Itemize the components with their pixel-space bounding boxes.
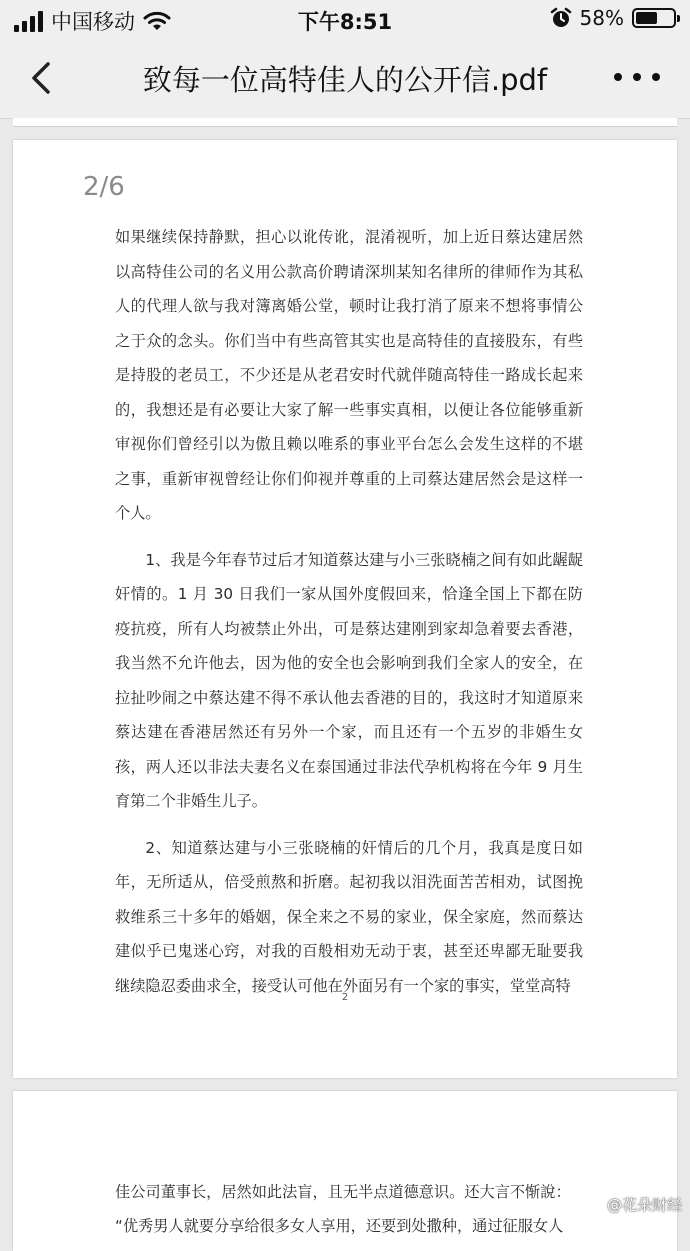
battery-level-fill: [636, 12, 657, 24]
pdf-page-3[interactable]: [13, 1091, 677, 1251]
watermark-text: @花朵财经: [606, 1196, 682, 1214]
next-page-line: 佳公司董事长，居然如此法盲，且无半点道德意识。还大言不惭說：: [115, 1183, 571, 1201]
paragraph-1: 1、我是今年春节过后才知道蔡达建与小三张晓楠之间有如此龌龊奸情的。1 月 30 日我们一家从国外度假回来，恰逢全国上下都在防疫抗疫，所有人均被禁止外出，可是蔡达建刚到家却急着要去香港，我当然不允许他去，因为他的安全也会影响到我们全家人的安全，在拉扯吵闹之中蔡达建不得不承认他去香港的目的，我这时才知道原来蔡达建在香港居然还有另外一个家，而且还有一个五岁的非婚生女孩，两人还以非法夫妻名义在泰国通过非法代孕机构将在今年 9 月生育第二个非婚生儿子。: [115, 550, 583, 810]
paragraph-intro: 如果继续保持静默，担心以讹传讹，混淆视听，加上近日蔡达建居然以高特佳公司的名义用公款高价聘请深圳某知名律所的律师作为其私人的代理人欲与我对簿离婚公堂，顿时让我打消了原来不想将事情公之于众的念头。你们当中有些高管其实也是高特佳的直接股东，有些是持股的老员工，不少还是从老君安时代就伴随高特佳一路成长起来的，我想还是有必要让大家了解一些事实真相，以便让各位能够重新审视你们曾经引以为傲且赖以唯系的事业平台怎么会发生这样的不堪之事，重新审视曾经让你们仰视并尊重的上司蔡达建居然会是这样一个人。: [115, 228, 583, 522]
previous-page-edge: [13, 118, 677, 127]
page-body-next: [115, 1175, 595, 1243]
status-time: 下午8:51: [297, 10, 393, 34]
more-options-button[interactable]: [614, 62, 660, 92]
status-bar: [0, 0, 690, 40]
pdf-page-2[interactable]: [13, 140, 677, 1078]
battery-percent: 58%: [579, 6, 624, 30]
carrier-label: 中国移动: [51, 10, 135, 34]
alarm-icon: [550, 7, 572, 29]
document-title: 致每一位高特佳人的公开信.pdf: [142, 63, 548, 97]
watermark: [583, 1194, 682, 1215]
more-dot: [614, 73, 622, 81]
more-dot: [633, 73, 641, 81]
paragraph-2: 2、知道蔡达建与小三张晓楠的奸情后的几个月，我真是度日如年，无所适从，倍受煎熬和折磨。起初我以泪洗面苦苦相劝，试图挽救维系三十多年的婚姻，保全来之不易的家业，保全家庭，然而蔡达建似乎已鬼迷心窍，对我的百般相劝无动于衷，甚至还卑鄙无耻要我继续隐忍委曲求全，接受认可他在外面另有一个家的事实，堂堂高特: [115, 838, 583, 995]
back-button[interactable]: [22, 56, 62, 100]
more-dot: [652, 73, 660, 81]
next-page-line: “优秀男人就要分享给很多女人享用，还要到处撒种，通过征服女人: [115, 1217, 564, 1235]
page-body: [115, 220, 583, 1015]
nav-bar: [0, 40, 690, 119]
weibo-icon: [583, 1196, 603, 1214]
battery-icon: [632, 8, 676, 28]
status-right: [550, 6, 676, 30]
page-number: 2: [341, 992, 349, 1003]
chevron-left-icon: [22, 56, 62, 100]
page-indicator: 2/6: [83, 172, 125, 202]
